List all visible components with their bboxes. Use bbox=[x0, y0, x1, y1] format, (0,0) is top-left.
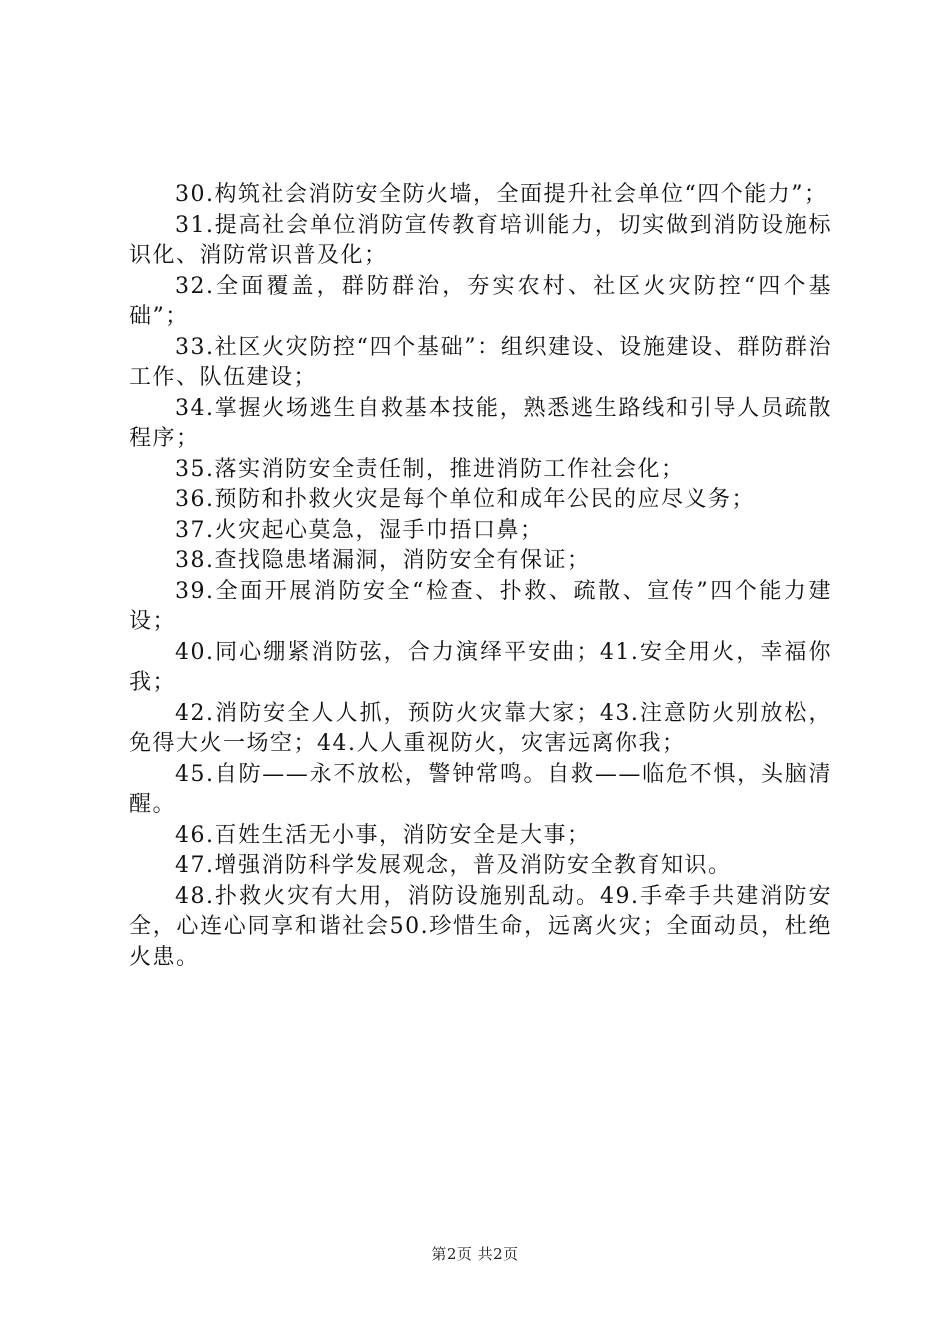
paragraph-39: 39.全面开展消防安全“检查、扑救、疏散、宣传”四个能力建设； bbox=[129, 578, 832, 634]
paragraph-36: 36.预防和扑救火灾是每个单位和成年公民的应尽义务； bbox=[175, 487, 755, 512]
paragraph-35: 35.落实消防安全责任制，推进消防工作社会化； bbox=[175, 456, 685, 482]
paragraph-46: 46.百姓生活无小事，消防安全是大事； bbox=[175, 822, 591, 848]
paragraph-38: 38.查找隐患堵漏洞，消防安全有保证； bbox=[175, 548, 591, 573]
paragraph-37: 37.火灾起心莫急，湿手巾捂口鼻； bbox=[175, 517, 544, 543]
paragraph-48: 48.扑救火灾有大用，消防设施别乱动。49.手牵手共建消防安全，心连心同享和谐社会50.珍惜生命，远离火灾；全面动员，杜绝火患。 bbox=[129, 883, 832, 970]
paragraph-40: 40.同心绷紧消防弦，合力演绎平安曲；41.安全用火，幸福你我； bbox=[129, 639, 832, 695]
paragraph-42: 42.消防安全人人抓，预防火灾靠大家；43.注意防火别放松，免得大火一场空；44.人人重视防火，灾害远离你我； bbox=[129, 700, 832, 756]
page-footer: 第2页 共2页 bbox=[431, 1245, 519, 1263]
paragraph-34: 34.掌握火场逃生自救基本技能，熟悉逃生路线和引导人员疏散程序； bbox=[129, 395, 832, 451]
paragraph-47: 47.增强消防科学发展观念，普及消防安全教育知识。 bbox=[175, 853, 732, 878]
paragraph-31: 31.提高社会单位消防宣传教育培训能力，切实做到消防设施标识化、消防常识普及化； bbox=[129, 212, 832, 268]
paragraph-33: 33.社区火灾防控“四个基础”：组织建设、设施建设、群防群治工作、队伍建设； bbox=[129, 334, 832, 390]
paragraph-32: 32.全面覆盖，群防群治，夯实农村、社区火灾防控“四个基础”； bbox=[129, 273, 832, 329]
paragraph-30: 30.构筑社会消防安全防火墙，全面提升社会单位“四个能力”； bbox=[175, 182, 828, 207]
paragraph-45: 45.自防——永不放松，警钟常鸣。自救——临危不惧，头脑清醒。 bbox=[129, 761, 832, 817]
document-body bbox=[129, 180, 832, 973]
